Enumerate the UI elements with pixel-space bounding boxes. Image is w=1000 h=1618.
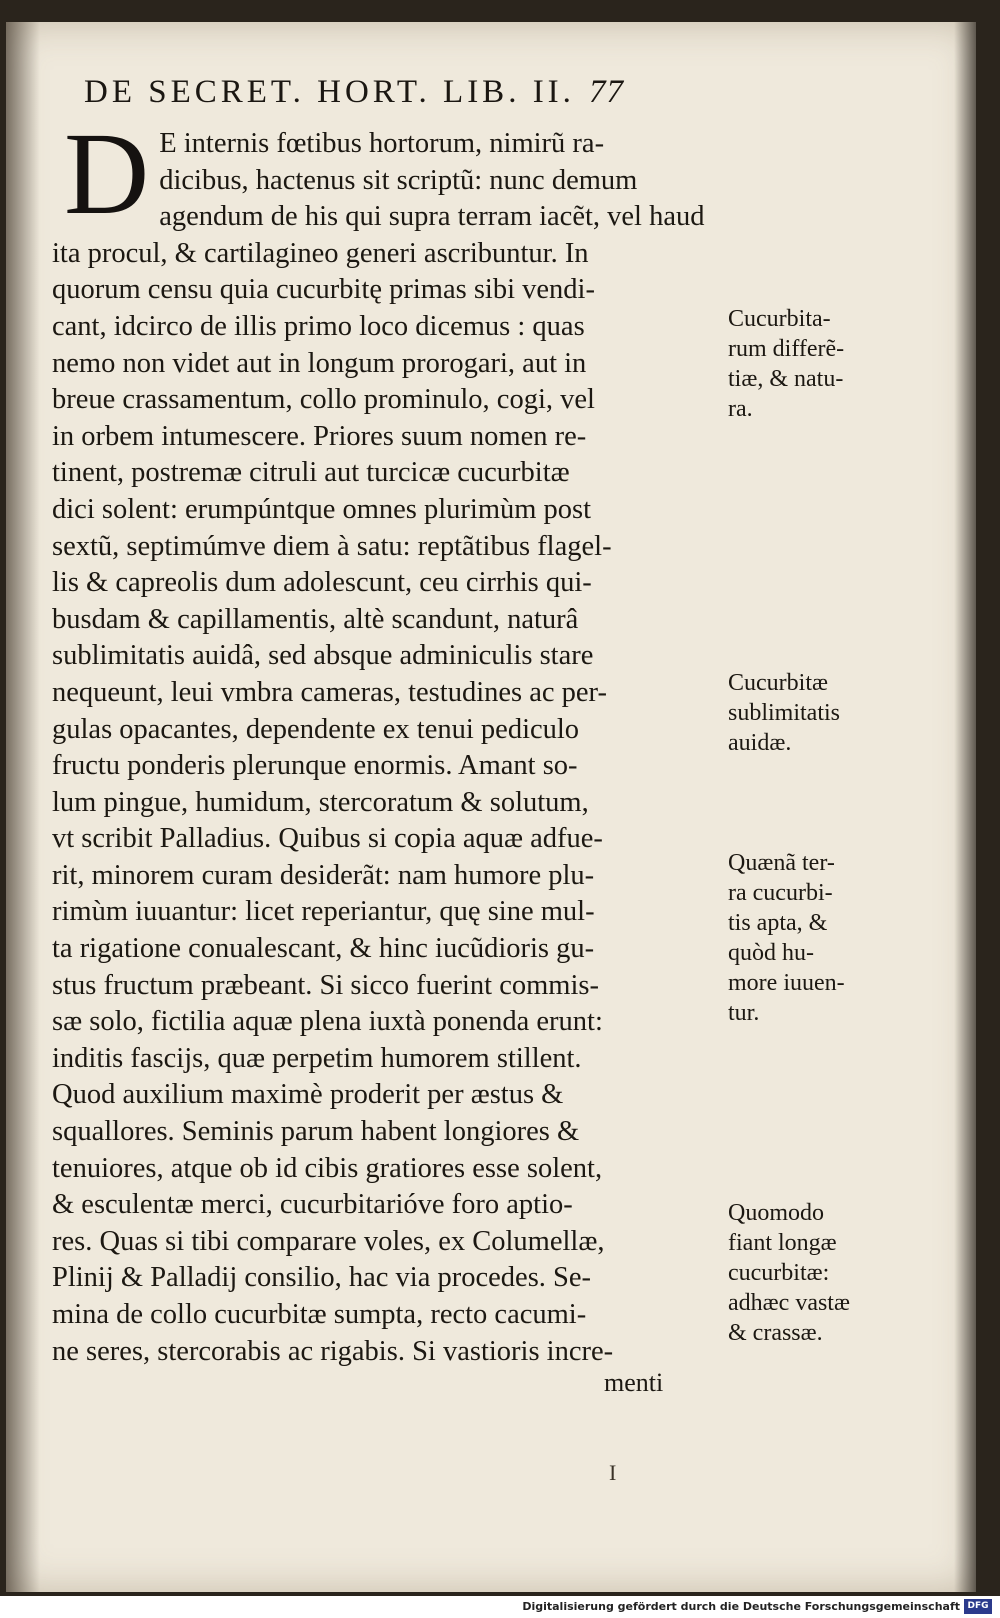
text-line: dici solent: erumpúntque omnes plurimùm post: [52, 493, 592, 525]
text-line: breue crassamentum, collo prominulo, cogi, vel: [52, 384, 595, 416]
text-line: tinent, postremæ citruli aut turcicæ cucurbitæ: [52, 457, 570, 489]
margin-note-line: ra cucurbi-: [728, 880, 833, 906]
text-line: mina de collo cucurbitæ sumpta, recto cacumi-: [52, 1299, 587, 1330]
margin-note-line: ra.: [728, 396, 753, 422]
margin-note-terra: [728, 848, 845, 1028]
page-edge-shadow: [954, 22, 976, 1592]
text-line: nemo non videt aut in longum prorogari, aut in: [52, 347, 587, 379]
book-page: [6, 22, 976, 1592]
text-line: gulas opacantes, dependente ex tenui pediculo: [52, 713, 580, 745]
margin-note-line: sublimitatis: [728, 700, 841, 726]
margin-note-line: adhæc vastæ: [728, 1290, 850, 1316]
text-line: E internis fœtibus hortorum, nimirũ ra-: [159, 128, 605, 159]
text-line: rimùm iuuantur: licet reperiantur, quę sine mul-: [52, 896, 595, 928]
text-line: stus fructum præbeant. Si sicco fuerint commis-: [52, 969, 599, 1001]
text-line: Plinij & Palladij consilio, hac via procedes. Se-: [52, 1262, 592, 1294]
catchword: menti: [604, 1368, 664, 1397]
margin-note-line: Quænã ter-: [728, 850, 835, 876]
text-line: quorum censu quia cucurbitę primas sibi vendi-: [52, 274, 595, 306]
margin-note-quomodo: [728, 1198, 850, 1348]
margin-note-line: cucurbitæ:: [728, 1260, 830, 1286]
text-line: squallores. Seminis parum habent longiores &: [52, 1116, 580, 1148]
text-line: inditis fascijs, quæ perpetim humorem stillent.: [52, 1042, 582, 1074]
page-spine-shadow: [6, 22, 40, 1592]
text-line: lum pingue, humidum, stercoratum & solutum,: [52, 786, 589, 818]
text-line: cant, idcirco de illis primo loco dicemus : quas: [52, 310, 585, 342]
page-number: 77: [588, 74, 624, 110]
running-header: [84, 74, 724, 111]
margin-note-line: Cucurbita-: [728, 306, 831, 332]
text-line: vt scribit Palladius. Quibus si copia aquæ adfue-: [52, 823, 603, 855]
margin-note-line: & crassæ.: [728, 1320, 823, 1346]
margin-note-line: Quomodo: [728, 1200, 824, 1226]
text-line: ta rigatione conualescant, & hinc iucũdioris gu-: [52, 933, 595, 965]
text-line: sæ solo, fictilia aquæ plena iuxtà ponenda erunt:: [52, 1006, 603, 1038]
margin-note-line: more iuuen-: [728, 970, 845, 996]
margin-note-line: Cucurbitæ: [728, 670, 828, 696]
text-line: ita procul, & cartilagineo generi ascribuntur. In: [52, 237, 589, 269]
signature-mark: I: [609, 1460, 617, 1485]
text-line: sextũ, septimúmve diem à satu: reptãtibus flagel-: [52, 530, 612, 562]
text-line: lis & capreolis dum adolescunt, ceu cirrhis qui-: [52, 567, 592, 599]
margin-note-line: quòd hu-: [728, 940, 814, 966]
margin-note-line: auidæ.: [728, 730, 792, 756]
text-line: agendum de his qui supra terram iacẽt, vel haud: [159, 201, 705, 233]
margin-note-sublimitatis: [728, 668, 840, 758]
text-line: & esculentæ merci, cucurbitarióve foro aptio-: [52, 1189, 573, 1221]
digitization-footer: [0, 1596, 1000, 1618]
margin-note-differences: [728, 304, 844, 424]
text-line: rit, minorem curam desiderãt: nam humore plu-: [52, 859, 595, 891]
margin-note-line: tiæ, & natu-: [728, 366, 844, 392]
text-line: sublimitatis auidâ, sed absque adminiculis stare: [52, 640, 594, 672]
drop-cap: D: [64, 108, 150, 239]
text-line: res. Quas si tibi comparare voles, ex Columellæ,: [52, 1225, 605, 1257]
text-line: in orbem intumescere. Priores suum nomen re-: [52, 420, 587, 452]
main-text-block: [52, 108, 742, 1370]
text-line: fructu ponderis plerunque enormis. Amant so-: [52, 750, 578, 782]
text-line: tenuiores, atque ob id cibis gratiores esse solent,: [52, 1152, 603, 1184]
text-line: nequeunt, leui vmbra cameras, testudines ac per-: [52, 676, 607, 708]
footer-credit: Digitalisierung gefördert durch die Deutsche Forschungsgemeinschaft: [522, 1600, 960, 1613]
margin-note-line: tis apta, &: [728, 910, 828, 936]
text-line: ne seres, stercorabis ac rigabis. Si vastioris incre-: [52, 1335, 614, 1367]
text-line: busdam & capillamentis, altè scandunt, naturâ: [52, 603, 579, 635]
dfg-logo[interactable]: DFG: [964, 1599, 992, 1614]
text-line: Quod auxilium maximè proderit per æstus &: [52, 1079, 564, 1111]
margin-note-line: rum differẽ-: [728, 336, 845, 362]
header-title: DE SECRET. HORT. LIB. II.: [84, 74, 575, 110]
text-line: dicibus, hactenus sit scriptũ: nunc demum: [159, 164, 638, 196]
margin-note-line: tur.: [728, 1000, 760, 1026]
margin-note-line: fiant longæ: [728, 1230, 837, 1256]
